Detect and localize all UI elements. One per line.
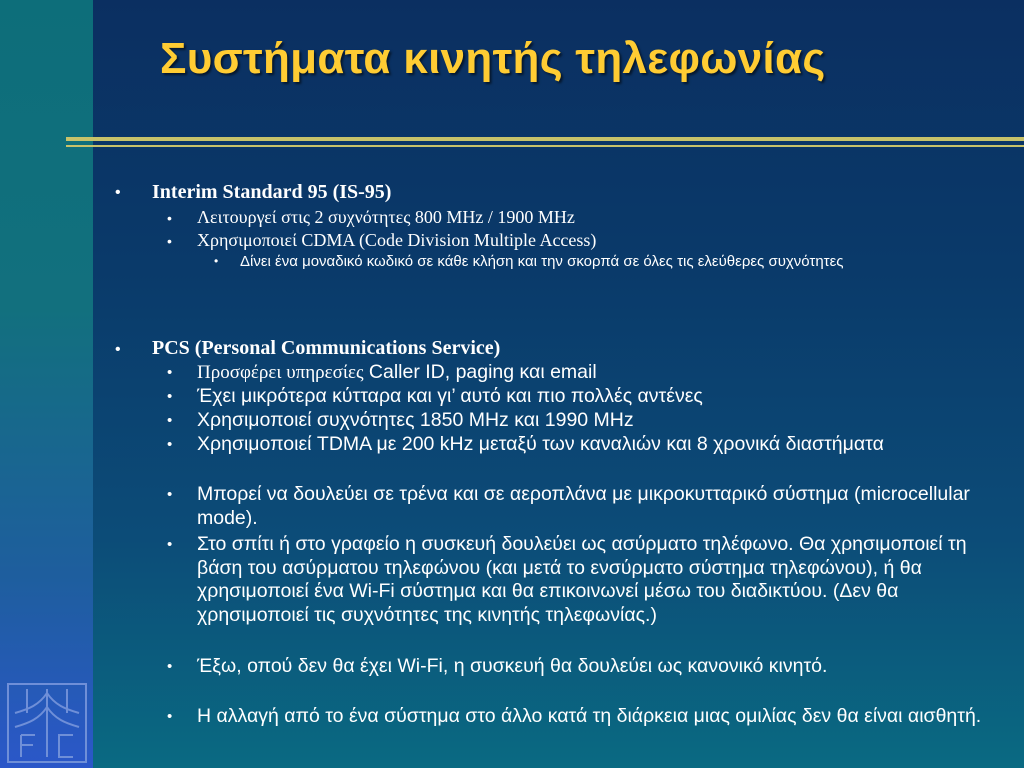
bullet-icon: • [167,210,172,226]
bullet-icon: • [167,436,173,453]
services-prefix: Προσφέρει υπηρεσίες [197,362,364,383]
section1-sub-item: Χρησιμοποιεί CDMA (Code Division Multiple Access) [197,230,597,250]
bullet-icon: • [214,254,219,268]
bullet-icon: • [167,658,173,675]
section1-heading: Interim Standard 95 (IS-95) [152,181,392,203]
bullet-icon: • [167,388,173,405]
services-list: Caller ID, paging και email [363,361,597,383]
section2-item: Μπορεί να δουλεύει σε τρένα και σε αεροπλάνα με μικροκυτταρικό σύστημα (microcellular mode). [197,483,970,529]
bullet-icon: • [167,233,172,249]
bullet-icon: • [167,536,173,553]
section2-item: Έχει μικρότερα κύτταρα και γι’ αυτό και πιο πολλές αντένες [197,385,703,407]
slide-title: Συστήματα κινητής τηλεφωνίας [160,34,826,83]
bullet-icon: • [167,412,173,429]
section2-item: Χρησιμοποιεί συχνότητες 1850 MHz και 1990 MHz [197,409,634,431]
section2-item: Η αλλαγή από το ένα σύστημα στο άλλο κατά τη διάρκεια μιας ομιλίας δεν θα είναι αισθητή. [197,705,982,727]
bullet-icon: • [115,184,121,201]
section1-subsub-item: Δίνει ένα μοναδικό κωδικό σε κάθε κλήση και την σκορπά σε όλες τις ελεύθερες συχνότητες [240,253,844,270]
university-logo-icon [7,683,87,763]
bullet-icon: • [167,364,173,381]
section2-item: Έξω, οπού δεν θα έχει Wi-Fi, η συσκευή θα δουλεύει ως κανονικό κινητό. [197,655,828,677]
section2-item: Χρησιμοποιεί TDMA με 200 kHz μεταξύ των καναλιών και 8 χρονικά διαστήματα [197,433,884,455]
bullet-icon: • [167,486,173,503]
section2-item: Στο σπίτι ή στο γραφείο η συσκευή δουλεύει ως ασύρματο τηλέφωνο. Θα χρησιμοποιεί τη βάση του ασύρματου τηλεφώνου (και μετά το ενσύρματο σύστημα τηλεφώνου), ή θα χρησιμοποιεί ένα Wi-Fi σύστημα και θα επικοινωνεί μέσω του διαδικτύου. (Δεν θα χρησιμοποιεί τις συχνότητες της κινητής τηλεφωνίας.) [197,533,967,627]
section1-sub-item: Λειτουργεί στις 2 συχνότητες 800 MHz / 1900 MHz [197,207,575,227]
section2-heading: PCS (Personal Communications Service) [152,337,501,359]
bullet-icon: • [167,708,173,725]
section2-item-services [197,361,597,384]
bullet-icon: • [115,341,121,358]
